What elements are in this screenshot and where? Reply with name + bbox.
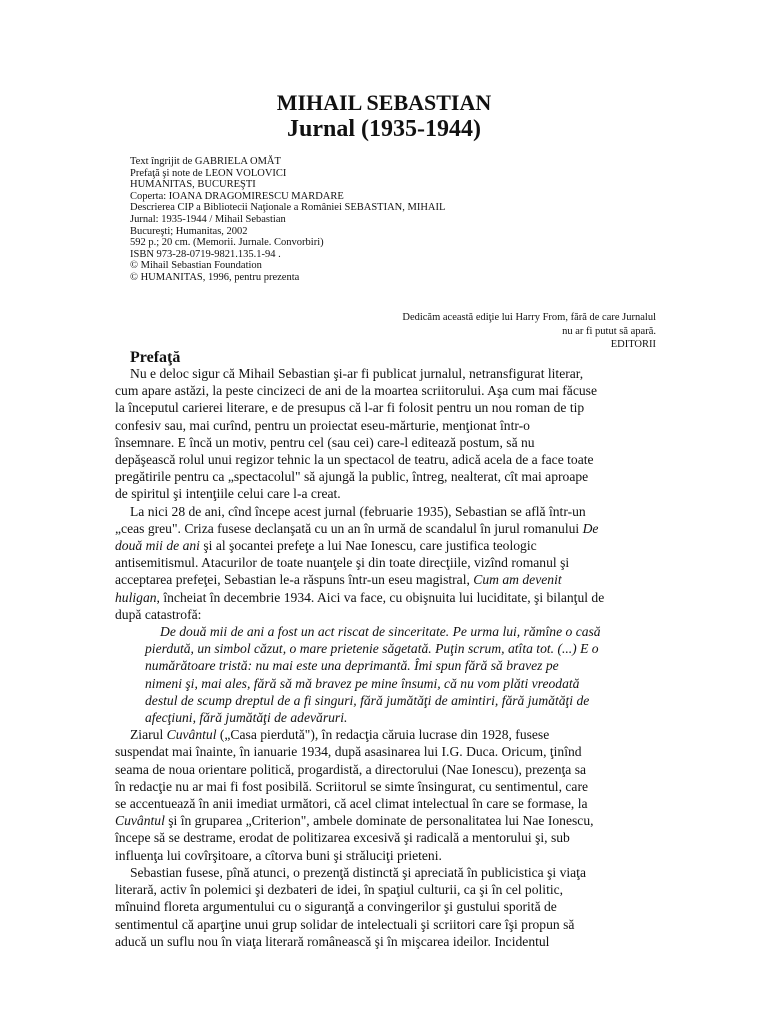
dedication-line: Dedicăm această ediţie lui Harry From, fără de care Jurnalul: [402, 312, 656, 323]
quote-line: nimeni şi, mai ales, fără să mă bravez pe mine însumi, că nu vom plăti vreodată: [145, 675, 580, 691]
text-line: La nici 28 de ani, cînd începe acest jurnal (februarie 1935), Sebastian se află într-un: [130, 503, 586, 519]
essay-reference: huligan: [115, 589, 157, 605]
text-line: [115, 537, 660, 554]
text-line: influenţa lui covîrşitoare, a cîtorva buni şi străluciţi prieteni.: [115, 847, 442, 863]
credit-line: 592 p.; 20 cm. (Memorii. Jurnale. Convorbiri): [130, 237, 324, 249]
text-line: începe să se destrame, erodat de politizarea excesivă şi radicală a mentorului şi, sub: [115, 830, 570, 846]
text-run: , încheiat în decembrie 1934. Aici va face, cu obişnuita lui luciditate, şi bilanţul de: [156, 589, 605, 605]
text-line: pregătirile pentru ca „spectacolul" să ajungă la public, întreg, nealterat, cît mai aproape: [115, 469, 589, 485]
text-run: Ziarul: [130, 727, 167, 743]
text-line: după catastrofă:: [115, 606, 202, 622]
text-run: şi în gruparea „Criterion", ambele dominate de personalitatea lui Nae Ionescu,: [164, 813, 594, 829]
credits-block: [130, 156, 445, 284]
credit-line: Coperta: IOANA DRAGOMIRESCU MARDARE: [130, 190, 344, 202]
text-line: depăşească rolul unui regizor tehnic la un spectacol de teatru, adică acela de a face toate: [115, 452, 594, 468]
text-line: la începutul carierei literare, e de presupus că l-ar fi folosit pentru un nou roman de tip: [115, 400, 585, 416]
essay-reference: Cum am devenit: [473, 572, 562, 588]
credit-line: Bucureşti; Humanitas, 2002: [130, 225, 248, 237]
text-run: „ceas greu". Criza fusese declanşată cu un an în urmă de scandalul în jurul romanului: [115, 520, 583, 536]
text-run: şi al şocantei prefeţe a lui Nae Ionescu, care justifica teologic: [199, 538, 537, 554]
dedication-line: nu ar fi putut să apară.: [562, 325, 656, 337]
preface-heading: Prefaţă: [130, 349, 181, 366]
credit-line: © HUMANITAS, 1996, pentru prezenta: [130, 271, 300, 283]
book-title: Jurnal (1935-1944): [287, 116, 481, 142]
quote-line: numărătoare tristă: nu mai este una deprimantă. Îmi spun fără să bravez pe: [145, 658, 559, 674]
text-run: acceptarea prefeţei, Sebastian le-a răspuns într-un eseu magistral,: [115, 572, 474, 588]
text-line: [115, 726, 660, 743]
credit-line: © Mihail Sebastian Foundation: [130, 260, 262, 272]
newspaper-reference: Cuvântul: [115, 813, 165, 829]
block-quote: [115, 623, 660, 726]
text-line: [115, 812, 660, 829]
credit-line: ISBN 973-28-0719-9821.135.1-94 .: [130, 248, 281, 260]
preface-body: [115, 365, 660, 950]
text-run: („Casa pierdută"), în redacţia căruia lucrase din 1928, fusese: [216, 727, 550, 743]
text-line: Nu e deloc sigur că Mihail Sebastian şi-ar fi publicat jurnalul, netransfigurat literar,: [130, 366, 584, 381]
author-name: MIHAIL SEBASTIAN: [276, 90, 492, 115]
credit-line: Prefaţă şi note de LEON VOLOVICI: [130, 167, 287, 179]
dedication-block: [256, 311, 656, 352]
quote-line: pierdută, un simbol căzut, o mare prietenie săgetată. Puţin scrum, atîta tot. (...) E o: [145, 641, 599, 657]
text-line: seama de noua orientare politică, progardistă, a directorului (Nae Ionescu), prezenţa sa: [115, 761, 587, 777]
book-reference: două mii de ani: [115, 538, 200, 554]
credit-line: Descrierea CIP a Bibliotecii Naţionale a României SEBASTIAN, MIHAIL: [130, 202, 446, 214]
book-reference: De: [582, 520, 599, 536]
quote-line: afecţiuni, fără jumătăţi de adevăruri.: [145, 710, 348, 726]
credit-line: Text îngrijit de GABRIELA OMĂT: [130, 156, 281, 167]
text-line: antisemitismul. Atacurilor de toate nuanţele şi din toate direcţiile, vizînd romanul şi: [115, 555, 570, 571]
quote-line: De două mii de ani a fost un act riscat de sinceritate. Pe urma lui, rămîne o casă: [160, 624, 601, 640]
credit-line: Jurnal: 1935-1944 / Mihail Sebastian: [130, 213, 286, 225]
text-line: [115, 571, 660, 588]
text-line: cum apare astăzi, la peste cincizeci de ani de la moartea scriitorului. Aşa cum mai făcuse: [115, 383, 597, 399]
text-line: [115, 589, 660, 606]
text-line: literară, activ în polemici şi dezbateri de idei, în spaţiul culturii, ca şi în cel politic,: [115, 882, 564, 898]
text-line: de spiritul şi intenţiile celui care l-a creat.: [115, 486, 341, 502]
text-line: [115, 520, 660, 537]
newspaper-reference: Cuvântul: [166, 727, 217, 743]
text-line: însemnare. E încă un motiv, pentru cel (sau cei) care-l editează postum, să nu: [115, 434, 535, 450]
text-line: confesiv sau, mai curînd, pentru un proiectat eseu-mărturie, menţionat într-o: [115, 417, 530, 433]
dedication-signature: EDITORII: [610, 339, 656, 351]
credit-line: HUMANITAS, BUCUREŞTI: [130, 179, 256, 191]
text-line: în redacţie nu ar mai fi fost posibilă. Scriitorul se simte însingurat, cu sentimentul, care: [115, 778, 589, 794]
text-line: mînuind floreta argumentului cu o siguranţă a convingerilor şi gustului sporită de: [115, 899, 557, 915]
text-line: aducă un suflu nou în viaţa literară românească şi în mişcarea ideilor. Incidentul: [115, 933, 550, 949]
text-line: suspendat mai înainte, în ianuarie 1934, după asasinarea lui I.G. Duca. Oricum, ţinînd: [115, 744, 582, 760]
text-line: sentimentul că aparţine unui grup solidar de intelectuali şi scriitori care îşi propun să: [115, 916, 575, 932]
text-line: Sebastian fusese, pînă atunci, o prezenţă distinctă şi apreciată în publicistica şi viaţa: [130, 864, 586, 880]
text-line: se accentuează în anii imediat următori, că acel climat intelectual în care se formase, la: [115, 796, 588, 812]
quote-line: destul de scump dreptul de a fi singuri, fără jumătăţi de amintiri, fără jumătăţi de: [145, 692, 590, 708]
